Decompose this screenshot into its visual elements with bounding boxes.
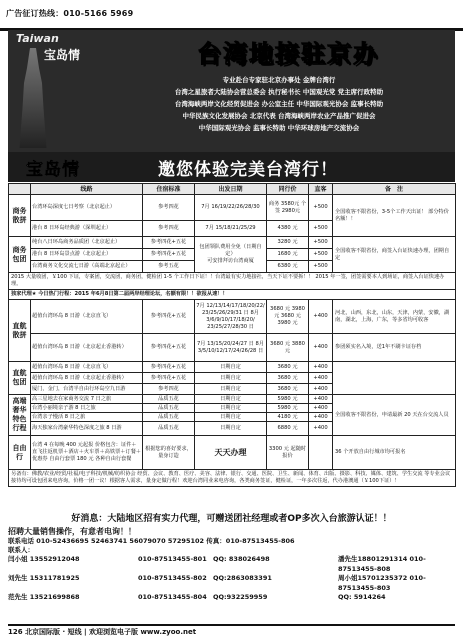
- col-route: 线路: [31, 184, 143, 195]
- slogan-left: 宝岛情: [26, 160, 80, 180]
- associations-list: [104, 74, 454, 134]
- table-row: 台湾小丽境亲子游 8 日之旅 品质五花 日期自定 5980 元 +400: [9, 404, 456, 413]
- contact-item: QQ:2863083391: [213, 574, 272, 582]
- col-dates: 出发日期: [195, 184, 267, 195]
- contact-item: 闫小姐 13552912048: [8, 555, 80, 563]
- col-hotel: 住宿标准: [143, 184, 195, 195]
- contact-item: 潘先生18801291314 010-87513455-808: [338, 555, 426, 573]
- contact-item: 范先生 13521699868: [8, 593, 80, 601]
- footer-text: 北京国际版 · 短线 | 欢迎浏览电子版 www.zyoo.net: [25, 628, 197, 636]
- table-row: 厦门，金门，台湾半自由行环岛空九日游 参考四花 日期自定 3680 元 +400: [9, 384, 456, 395]
- table-row: 直航散拼 超值台湾环岛 8 日游（北京直飞） 参考四花+五花 7月 12/13/14/17/18/20/22/ 23/25/26/29/31 日 8月 3/6/9/10/17/18/20/ 23/25/27/28/30 日 3680 元 3980 元 3680 元 3980 元 +400 河北，山西，东北，山东，天津，内蒙，安徽，湖南，湖北，上海，广东，等多省均可收客: [9, 300, 456, 334]
- contacts-grid: [8, 555, 455, 603]
- table-row: 直航包团 超值台湾环岛 8 日游（北京直飞） 参考四花+五花 日期自定 3680 元 +400: [9, 362, 456, 373]
- slogan-right: 邀您体验完美台湾行！: [158, 160, 338, 180]
- contact-item: QQ:932259959: [213, 593, 268, 601]
- col-direct: 直客: [309, 184, 333, 195]
- brand-logo: Taiwan 宝岛情: [16, 32, 81, 62]
- col-note: 备 注: [333, 184, 456, 195]
- phone-line: 联系电话 010-52436695 52463741 56079070 57295102 传真：010-87513455-806: [8, 537, 295, 545]
- table-row: 海天独家台湾豪华特色深度之旅 8 日游 品质五花 日期自定 6880 元 +400: [9, 422, 456, 436]
- col-price: 同行价: [267, 184, 309, 195]
- slogan-bar: [8, 152, 455, 182]
- itinerary-table: [8, 183, 456, 487]
- top-bar: [0, 0, 463, 31]
- table-row: 台湾商务文化交流七日游（高端北京起止） 参考五花 6380 元 +500: [9, 261, 456, 273]
- table-row: 商务散拼 台湾环岛深度七日考察（北京起止） 参考四花 7月 16/19/22/26/28/30 商务 3580元 个签 2980元 +500 全国收客不限省份，3-5个工作天出证！ 部分特价名额！！: [9, 195, 456, 221]
- other-row: 另备有：佛教/农业/经贸/社福/电子科技/机械/纺织协会 经贸、会议、教育、医疗、美容、法律、银行、交通、医院、卫生、新闻、体育、出版、摄影、科技、媒体、建筑、学生交流 等专业会议接待均可设包团来电咨询，价格一团一议！根据客人需求，量身定做行程！欢迎台湾同业来电咨询，各类商务签证，健检证，一年多次往返，代办港澳通（￥100下证）！: [9, 470, 456, 487]
- contact-item: 010-87513455-804: [138, 593, 207, 601]
- table-row: 超值台湾环岛 8 日游（北京起止香港转） 参考四花+五花 日期自定 3680 元 +400: [9, 373, 456, 384]
- table-row: 自由行 台湾 4 在每晚 400 元起报 价格包含：证件＋直飞往返机票＋酒店＋火车票＋高铁票＋订餐＋优惠券 自由行套票 180 元 各种自由行套餐 根据您的喜好要求，量身订造 天天办理 3300 元 起随时 报价 36 个开放自由行城市均可报名: [9, 436, 456, 470]
- table-row: 港台 8 日环岛景点游（北京起止） 参考四花+五花 1680 元 +500: [9, 249, 456, 261]
- contact-item: 010-87513455-801: [138, 555, 207, 563]
- association-line: 中华国际观光协会 监事长特助 中华环球房地产交流协会: [198, 124, 360, 132]
- banner: [8, 30, 455, 152]
- table-row: 商务包团 纯台八日环岛商务品质团（北京起止） 参考四花+五花 包团领队费用全免（日期自定） 可安排拜访台湾商厦 3280 元 +500 全国收客不限省份，商签入台证快速办理，团期自定: [9, 237, 456, 249]
- exclusive-row: 独家代理★ 今日热门行程：2015 年6月8日第二届两岸经理论坛，名额有限！！欲报从速！！: [9, 290, 456, 300]
- table-row: 超值台湾环岛 8 日游（北京起止香港转） 参考四花+五花 7月 13/15/20/24/27 日 8月 3/5/10/12/17/24/26/28 日 3680 元 3880 元 +400 参团须实名入境，送1年不刷卡证存档: [9, 334, 456, 362]
- table-row: 港台 8 日环岛经典游（深圳起止） 参考四花 7月 15/18/21/25/29 4380 元 +500: [9, 221, 456, 237]
- contacts-label: 联系人：: [8, 546, 34, 554]
- association-line: 台湾海峡两岸文化经贸促进会 办公室主任 中华国际观光协会 监事长特助: [174, 100, 384, 108]
- good-news: 好消息：大陆地区招有实力代理，可赠送团社经理或者OP多次入台旅游认证！！: [71, 514, 392, 524]
- recruit-line: 招聘大量销售操作，有意者电询！！: [8, 527, 136, 536]
- association-line: 台湾之星旅者大陆协会营总委会 执行秘书长 中国观光党 党主席行政特助: [174, 88, 384, 96]
- notice-row: 2015 大量收团，￥100 下证，专案团，交流团，商务团，健检团 1-5 个工作日下证！！台湾最有实力地接社，当天下证不要拆！！ 2015 年一签，团签需要本人到场证，商签入台证快速办理。: [9, 273, 456, 290]
- page-number: 126: [8, 628, 23, 636]
- association-line: 专业赴台专家驻北京办事处 金牌台湾行: [222, 76, 336, 84]
- table-header: [9, 184, 456, 195]
- association-line: 中华民族文化发展协会 北京代表 台湾海峡两岸农业产品推广促进会: [182, 112, 376, 120]
- contact-item: 刘先生 15311781925: [8, 574, 80, 582]
- bottom-info: [8, 512, 455, 603]
- ad-hotline: 广告征订热线：010-5166 5969: [6, 9, 134, 18]
- contact-item: 010-87513455-802: [138, 574, 207, 582]
- contact-item: QQ: 5914264: [338, 593, 386, 601]
- contact-item: QQ: 838026498: [213, 555, 270, 563]
- table-row: 台湾亲子慢活 8 日之旅 品质五花 日期自定 4180 元 +400: [9, 413, 456, 422]
- page-footer: [8, 624, 455, 640]
- table-row: 高端奢华特色行程 高三星地去在家商务交流 7 日之旅 品质五花 日期自定 5980 元 +400 全国收客不限省份，申请最新 20 天在台交流人员: [9, 395, 456, 404]
- contact-item: 周小姐15701235372 010-87513455-803: [338, 574, 426, 592]
- banner-title: 台湾地接驻京办: [197, 40, 379, 68]
